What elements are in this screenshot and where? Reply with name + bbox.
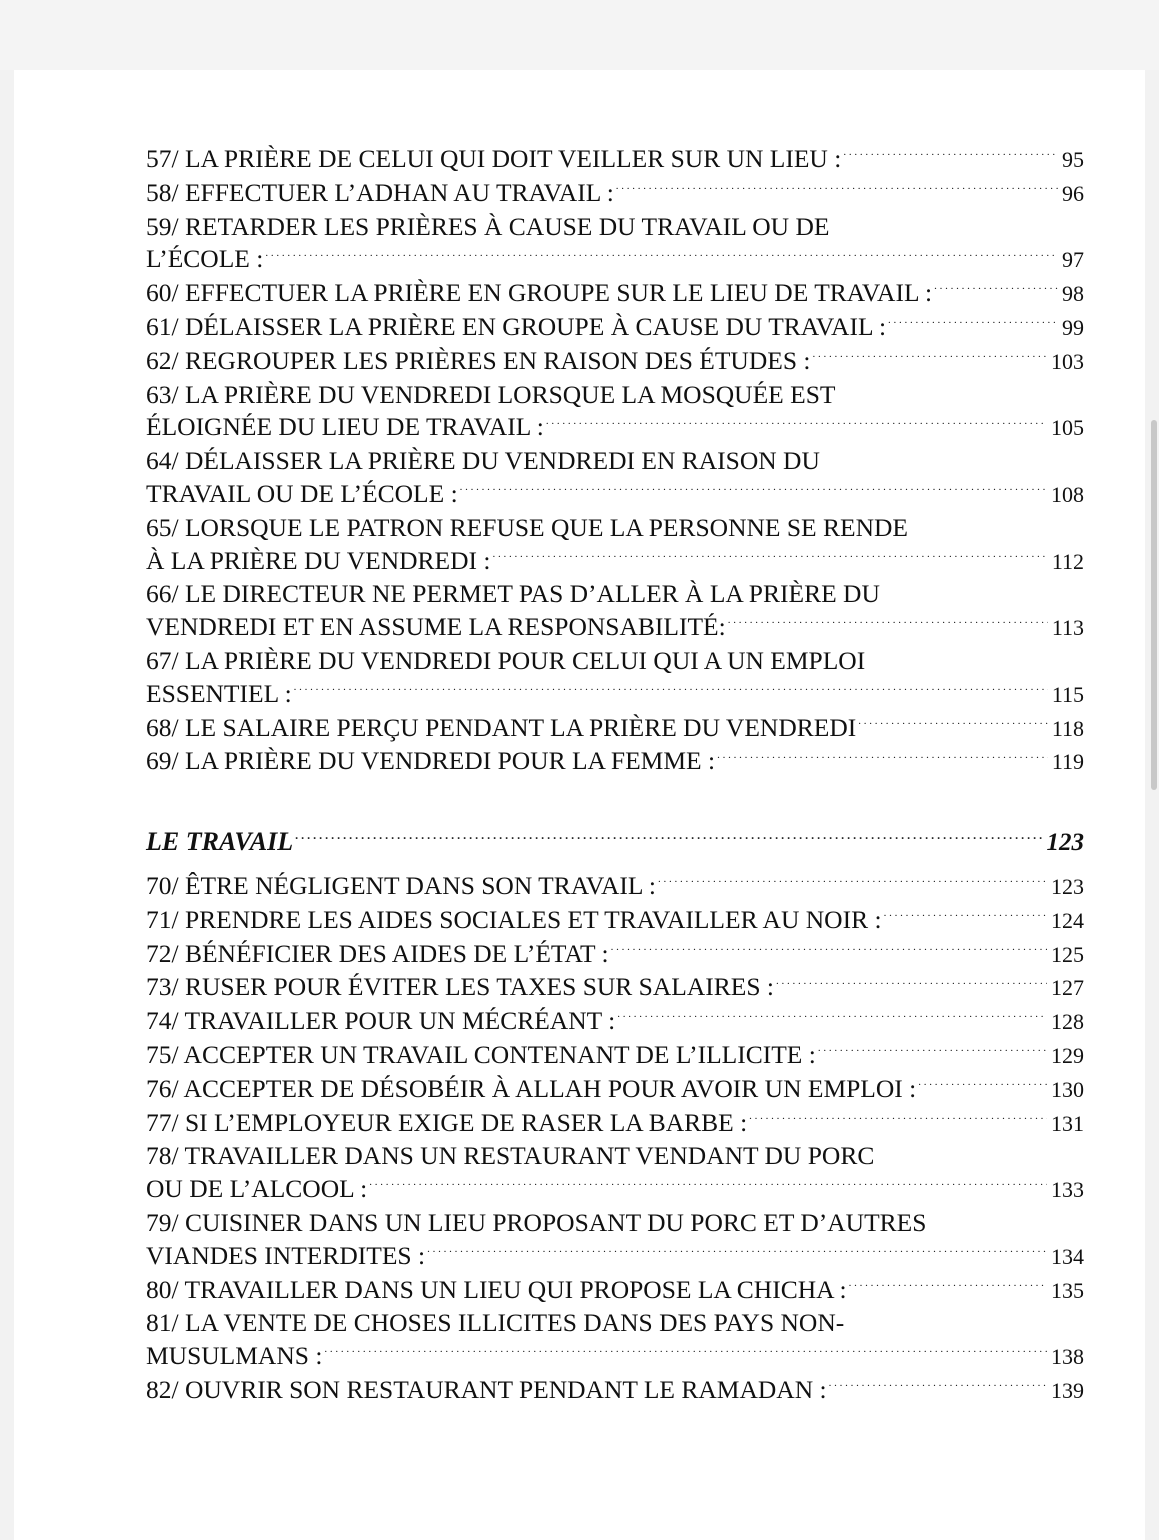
- toc-page-number: 113: [1051, 615, 1084, 641]
- toc-entry-line: [146, 545, 1084, 579]
- dot-leader: [369, 1174, 1047, 1197]
- toc-entry[interactable]: [146, 177, 1084, 211]
- toc-entry-title: 71/ PRENDRE LES AIDES SOCIALES ET TRAVAILLER AU NOIR :: [146, 904, 882, 934]
- dot-leader: [728, 612, 1048, 635]
- toc-entry-line: [146, 143, 1084, 177]
- toc-entry-title: OU DE L’ALCOOL :: [146, 1174, 368, 1204]
- toc-entry[interactable]: [146, 1207, 1084, 1274]
- toc-entry-line: [146, 1207, 1084, 1240]
- toc-list-prayer: [146, 143, 1084, 779]
- toc-page-number: 138: [1051, 1344, 1084, 1370]
- vertical-scrollbar[interactable]: [1151, 420, 1157, 790]
- toc-entry-title: 79/ CUISINER DANS UN LIEU PROPOSANT DU PORC ET D’AUTRES: [146, 1207, 927, 1237]
- toc-entry[interactable]: [146, 971, 1084, 1005]
- toc-entry-line: [146, 177, 1084, 211]
- toc-entry-line: [146, 411, 1084, 445]
- toc-entry[interactable]: [146, 745, 1084, 779]
- toc-entry-title: À LA PRIÈRE DU VENDREDI :: [146, 545, 491, 575]
- toc-entry-line: [146, 611, 1084, 645]
- toc-entry[interactable]: [146, 1039, 1084, 1073]
- toc-entry-line: [146, 1140, 1084, 1173]
- toc-page-number: 96: [1062, 180, 1084, 206]
- toc-entry[interactable]: [146, 904, 1084, 938]
- viewer-top-bar: [0, 0, 1159, 70]
- dot-leader: [829, 1375, 1047, 1398]
- toc-page-number: 135: [1051, 1277, 1084, 1303]
- toc-entry-line: [146, 1340, 1084, 1374]
- dot-leader: [849, 1275, 1047, 1298]
- toc-entry[interactable]: [146, 645, 1084, 712]
- toc-entry-line: [146, 277, 1084, 311]
- toc-entry-line: [146, 478, 1084, 512]
- toc-entry-title: 67/ LA PRIÈRE DU VENDREDI POUR CELUI QUI A UN EMPLOI: [146, 645, 866, 675]
- toc-entry[interactable]: [146, 379, 1084, 446]
- toc-entry-title: VENDREDI ET EN ASSUME LA RESPONSABILITÉ:: [146, 612, 726, 642]
- toc-entry-line: [146, 512, 1084, 545]
- toc-entry-line: [146, 678, 1084, 712]
- toc-entry[interactable]: [146, 1073, 1084, 1107]
- toc-page-number: 125: [1051, 941, 1084, 967]
- toc-entry[interactable]: [146, 345, 1084, 379]
- dot-leader: [295, 827, 1042, 850]
- toc-entry-title: 66/ LE DIRECTEUR NE PERMET PAS D’ALLER À LA PRIÈRE DU: [146, 579, 880, 609]
- toc-entry-title: 70/ ÊTRE NÉGLIGENT DANS SON TRAVAIL :: [146, 871, 657, 900]
- toc-page-number: 124: [1051, 907, 1084, 933]
- toc-entry-line: [146, 578, 1084, 611]
- toc-entry-title: 59/ RETARDER LES PRIÈRES À CAUSE DU TRAVAIL OU DE: [146, 211, 830, 241]
- toc-entry[interactable]: [146, 938, 1084, 972]
- toc-entry-title: 60/ EFFECTUER LA PRIÈRE EN GROUPE SUR LE LIEU DE TRAVAIL :: [146, 278, 933, 308]
- toc-entry-line: [146, 904, 1084, 938]
- dot-leader: [918, 1074, 1047, 1097]
- toc-entry-line: [146, 243, 1084, 277]
- dot-leader: [546, 412, 1047, 435]
- toc-page-number: 99: [1062, 314, 1084, 340]
- toc-page-number: 128: [1051, 1009, 1084, 1035]
- toc-entry-title: 73/ RUSER POUR ÉVITER LES TAXES SUR SALAIRES :: [146, 972, 774, 1002]
- toc-entry-line: [146, 745, 1084, 779]
- toc-entry-title: TRAVAIL OU DE L’ÉCOLE :: [146, 478, 458, 508]
- toc-entry-line: [146, 445, 1084, 478]
- toc-entry[interactable]: [146, 1140, 1084, 1207]
- toc-entry-line: [146, 1039, 1084, 1073]
- toc-entry-title: 57/ LA PRIÈRE DE CELUI QUI DOIT VEILLER SUR UN LIEU :: [146, 144, 842, 173]
- dot-leader: [812, 346, 1047, 369]
- toc-entry[interactable]: [146, 445, 1084, 512]
- toc-page-number: 123: [1051, 874, 1084, 899]
- toc-entry-title: 68/ LE SALAIRE PERÇU PENDANT LA PRIÈRE DU VENDREDI: [146, 712, 857, 742]
- toc-entry[interactable]: [146, 311, 1084, 345]
- toc-page-number: 130: [1051, 1076, 1084, 1102]
- toc-entry-line: [146, 938, 1084, 972]
- toc-entry[interactable]: [146, 1374, 1084, 1408]
- toc-entry[interactable]: [146, 870, 1084, 904]
- toc-entry-title: ÉLOIGNÉE DU LIEU DE TRAVAIL :: [146, 412, 544, 442]
- dot-leader: [324, 1341, 1047, 1364]
- dot-leader: [843, 144, 1058, 167]
- dot-leader: [616, 178, 1058, 201]
- toc-entry[interactable]: [146, 578, 1084, 645]
- toc-entry[interactable]: [146, 277, 1084, 311]
- toc-entry[interactable]: [146, 1107, 1084, 1141]
- dot-leader: [294, 679, 1048, 702]
- dot-leader: [888, 312, 1058, 335]
- toc-entry-line: [146, 1173, 1084, 1207]
- dot-leader: [658, 871, 1047, 894]
- toc-entry-line: [146, 971, 1084, 1005]
- toc-page-number: 129: [1051, 1042, 1084, 1068]
- dot-leader: [717, 746, 1048, 769]
- toc-entry[interactable]: [146, 1307, 1084, 1374]
- dot-leader: [611, 939, 1047, 962]
- toc-entry[interactable]: [146, 512, 1084, 579]
- toc-page-number: 98: [1062, 281, 1084, 307]
- dot-leader: [858, 713, 1048, 736]
- toc-entry-title: L’ÉCOLE :: [146, 244, 264, 274]
- dot-leader: [934, 278, 1058, 301]
- toc-entry-title: 62/ REGROUPER LES PRIÈRES EN RAISON DES ÉTUDES :: [146, 345, 811, 375]
- toc-entry-title: 76/ ACCEPTER DE DÉSOBÉIR À ALLAH POUR AVOIR UN EMPLOI :: [146, 1073, 917, 1103]
- dot-leader: [617, 1006, 1047, 1029]
- toc-entry-line: [146, 379, 1084, 412]
- toc-entry-title: 61/ DÉLAISSER LA PRIÈRE EN GROUPE À CAUSE DU TRAVAIL :: [146, 311, 887, 341]
- toc-entry-line: [146, 1073, 1084, 1107]
- toc-page-number: 115: [1051, 681, 1084, 707]
- toc-entry-line: [146, 211, 1084, 244]
- toc-page-number: 112: [1051, 548, 1084, 574]
- toc-entry-title: 77/ SI L’EMPLOYEUR EXIGE DE RASER LA BARBE :: [146, 1107, 748, 1137]
- toc-page-number: 108: [1051, 481, 1084, 507]
- toc-page-number: 103: [1051, 348, 1084, 374]
- toc-entry-line: [146, 345, 1084, 379]
- dot-leader: [493, 546, 1048, 569]
- section-title: LE TRAVAIL: [146, 827, 294, 856]
- dot-leader: [427, 1241, 1047, 1264]
- toc-list-work: [146, 870, 1084, 1408]
- toc-entry-line: [146, 311, 1084, 345]
- toc-entry-line: [146, 1274, 1084, 1308]
- dot-leader: [776, 972, 1047, 995]
- toc-page-number: 97: [1062, 247, 1084, 273]
- dot-leader: [749, 1108, 1047, 1131]
- toc-entry-title: 58/ EFFECTUER L’ADHAN AU TRAVAIL :: [146, 177, 614, 207]
- toc-entry-title: 65/ LORSQUE LE PATRON REFUSE QUE LA PERSONNE SE RENDE: [146, 512, 908, 542]
- toc-entry-title: 78/ TRAVAILLER DANS UN RESTAURANT VENDANT DU PORC: [146, 1141, 875, 1171]
- toc-page-number: 131: [1051, 1110, 1084, 1136]
- toc-entry-title: ESSENTIEL :: [146, 678, 292, 708]
- toc-entry-title: VIANDES INTERDITES :: [146, 1240, 426, 1270]
- section-heading-le-travail[interactable]: [146, 825, 1084, 859]
- toc-page-number: 118: [1051, 715, 1084, 741]
- toc-entry-title: 82/ OUVRIR SON RESTAURANT PENDANT LE RAMADAN :: [146, 1374, 827, 1404]
- toc-page-number: 105: [1051, 415, 1084, 441]
- toc-page-number: 119: [1051, 749, 1084, 775]
- toc-entry-title: 80/ TRAVAILLER DANS UN LIEU QUI PROPOSE LA CHICHA :: [146, 1274, 847, 1304]
- toc-page-number: 127: [1051, 975, 1084, 1001]
- toc-entry-title: 72/ BÉNÉFICIER DES AIDES DE L’ÉTAT :: [146, 938, 609, 968]
- toc-entry[interactable]: [146, 1274, 1084, 1308]
- toc-entry-line: [146, 1374, 1084, 1408]
- toc-entry-title: 69/ LA PRIÈRE DU VENDREDI POUR LA FEMME :: [146, 746, 716, 776]
- toc-entry-line: [146, 712, 1084, 746]
- toc-entry[interactable]: [146, 1005, 1084, 1039]
- dot-leader: [265, 244, 1058, 267]
- toc-page-number: 139: [1051, 1377, 1084, 1403]
- toc-entry[interactable]: [146, 712, 1084, 746]
- dot-leader: [460, 479, 1047, 502]
- toc-entry-line: [146, 1240, 1084, 1274]
- toc-page-number: 95: [1062, 147, 1084, 172]
- toc-entry-line: [146, 1005, 1084, 1039]
- toc-page-number: 133: [1051, 1177, 1084, 1203]
- toc-entry[interactable]: [146, 211, 1084, 278]
- toc-entry-title: 75/ ACCEPTER UN TRAVAIL CONTENANT DE L’ILLICITE :: [146, 1039, 816, 1069]
- toc-page-number: 134: [1051, 1243, 1084, 1269]
- toc-entry-title: 74/ TRAVAILLER POUR UN MÉCRÉANT :: [146, 1006, 616, 1036]
- toc-entry-title: 63/ LA PRIÈRE DU VENDREDI LORSQUE LA MOSQUÉE EST: [146, 379, 836, 409]
- toc-entry-title: 64/ DÉLAISSER LA PRIÈRE DU VENDREDI EN RAISON DU: [146, 446, 820, 476]
- toc-entry-title: MUSULMANS :: [146, 1341, 323, 1371]
- toc-entry-title: 81/ LA VENTE DE CHOSES ILLICITES DANS DES PAYS NON-: [146, 1308, 845, 1338]
- toc-entry-line: [146, 870, 1084, 904]
- dot-leader: [884, 905, 1047, 928]
- toc-entry-line: [146, 645, 1084, 678]
- dot-leader: [818, 1040, 1047, 1063]
- toc-entry-line: [146, 1107, 1084, 1141]
- section-page-number: 123: [1046, 829, 1084, 856]
- toc-entry[interactable]: [146, 143, 1084, 177]
- toc-entry-line: [146, 1307, 1084, 1340]
